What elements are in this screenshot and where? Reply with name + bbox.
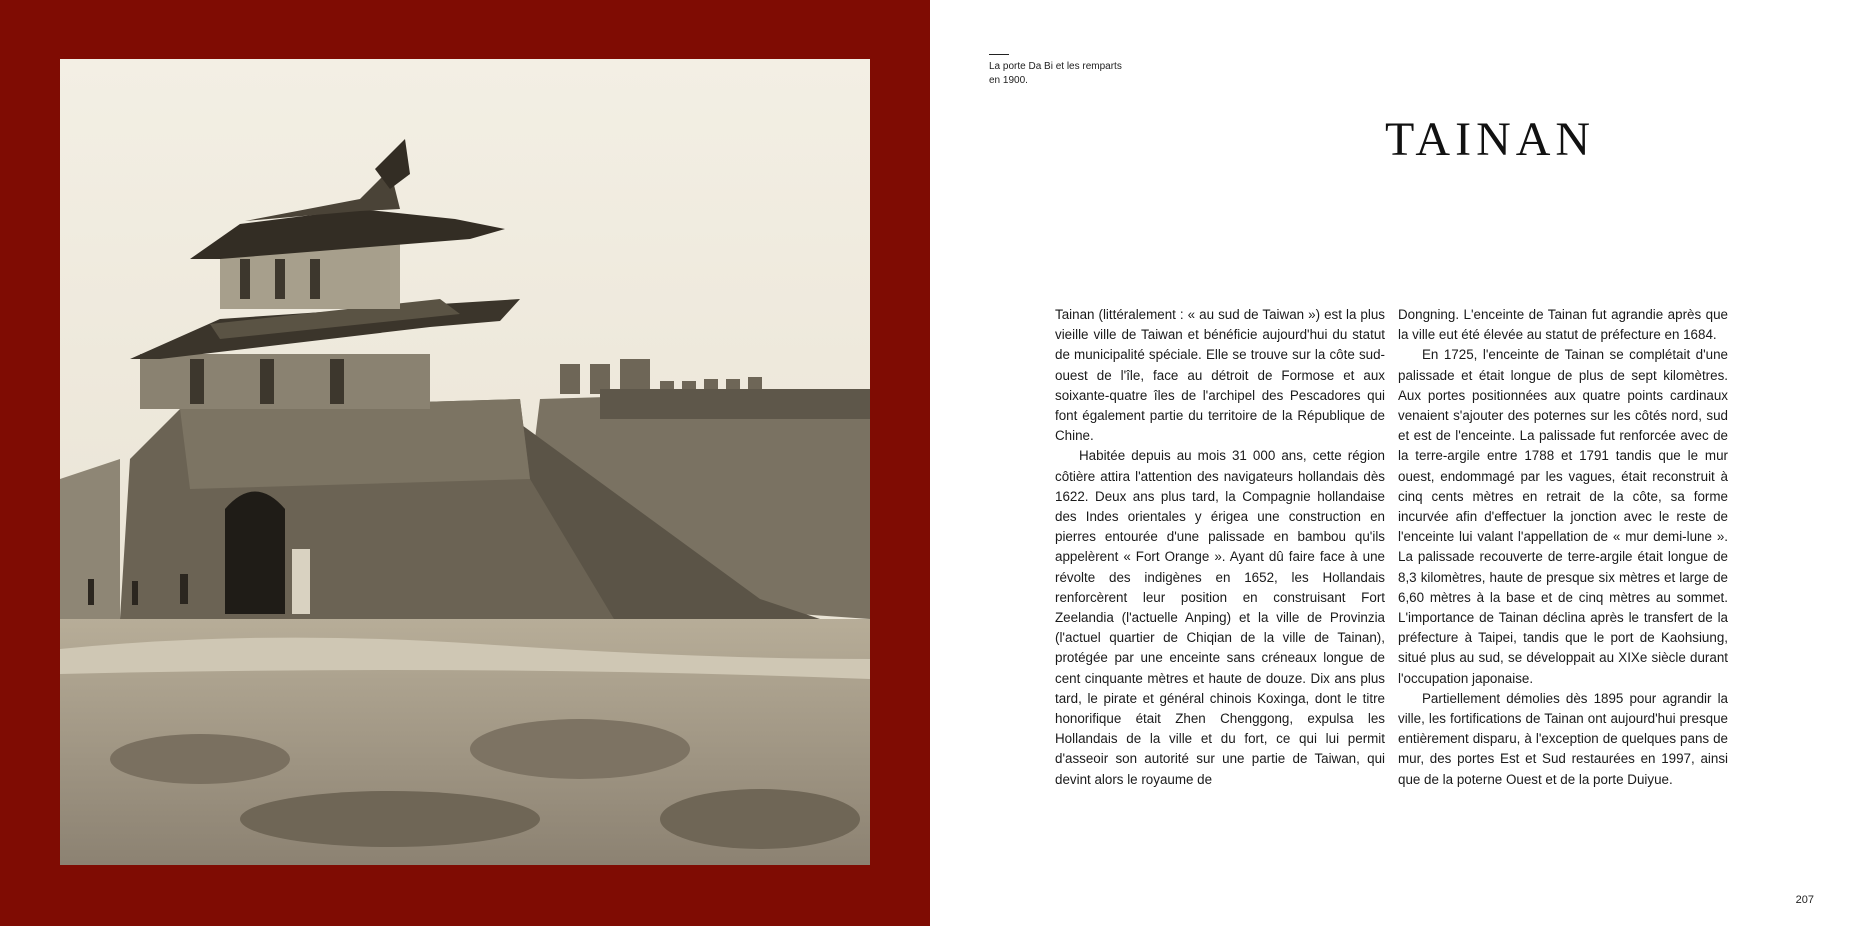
historic-gate-photo bbox=[60, 59, 870, 865]
paragraph: En 1725, l'enceinte de Tainan se complétait d'une palissade et était longue de plus de sept kilomètres. Aux portes positionnées aux quatre points cardinaux venaient s'ajouter des poternes sur les côtés nord, sud et est de l'enceinte. La palissade fut renforcée avec de la terre-argile entre 1788 et 1791 tandis que le mur ouest, endommagé par les vagues, était reconstruit à cinq cents mètres en retrait de la côte, sa forme incurvée afin d'effectuer la jonction avec le reste de l'enceinte lui valant l'appellation de « mur demi-lune ». La palissade recouverte de terre-argile était longue de 8,3 kilomètres, haute de presque six mètres et large de 6,60 mètres à la base et de cinq mètres au sommet. L'importance de Tainan déclina après le transfert de la préfecture à Taipei, tandis que le port de Kaohsiung, situé plus au sud, se développait au XIXe siècle durant l'occupation japonaise. bbox=[1398, 347, 1728, 686]
text-column-left bbox=[1055, 305, 1385, 790]
caption-rule bbox=[989, 54, 1009, 55]
caption-text: La porte Da Bi et les remparts en 1900. bbox=[989, 61, 1122, 86]
gate-photo-icon bbox=[60, 59, 870, 865]
paragraph: Tainan (littéralement : « au sud de Taiwan ») est la plus vieille ville de Taiwan et bénéficie aujourd'hui du statut de municipalité spéciale. Elle se trouve sur la côte sud-ouest de l'île, face au détroit de Formose et aux soixante-quatre îles de l'archipel des Pescadores qui font également partie du territoire de la République de Chine. bbox=[1055, 307, 1385, 444]
text-column-right bbox=[1398, 305, 1728, 790]
page-number: 207 bbox=[1795, 894, 1814, 906]
paragraph: Habitée depuis au mois 31 000 ans, cette région côtière attira l'attention des navigateurs hollandais dès 1622. Deux ans plus tard, la Compagnie hollandaise des Indes orientales y érigea une construction en pierres entourée d'une palissade en bambou qu'ils appelèrent « Fort Orange ». Ayant dû faire face à une révolte des indigènes en 1652, les Hollandais renforcèrent leur position en construisant Fort Zeelandia (l'actuelle Anping) et la ville de Provinzia (l'actuel quartier de Chiqian de la ville de Tainan), protégée par une enceinte sans créneaux longue de cent cinquante mètres et haute de douze. Dix ans plus tard, le pirate et général chinois Koxinga, dont le titre honorifique était Zhen Chenggong, expulsa les Hollandais de la ville et du fort, ce qui lui permit d'asseoir son autorité sur une partie de Taiwan, qui devint alors le royaume de bbox=[1055, 448, 1385, 787]
paragraph: Dongning. L'enceinte de Tainan fut agrandie après que la ville eut été élevée au statut de préfecture en 1684. bbox=[1398, 307, 1728, 343]
paragraph: Partiellement démolies dès 1895 pour agrandir la ville, les fortifications de Tainan ont aujourd'hui presque entièrement disparu, à l'exception de quelques pans de mur, des portes Est et Sud restaurées en 1997, ainsi que de la poterne Ouest et de la porte Duiyue. bbox=[1398, 690, 1728, 787]
photo-caption bbox=[989, 54, 1129, 88]
page-title: TAINAN bbox=[1384, 113, 1596, 166]
